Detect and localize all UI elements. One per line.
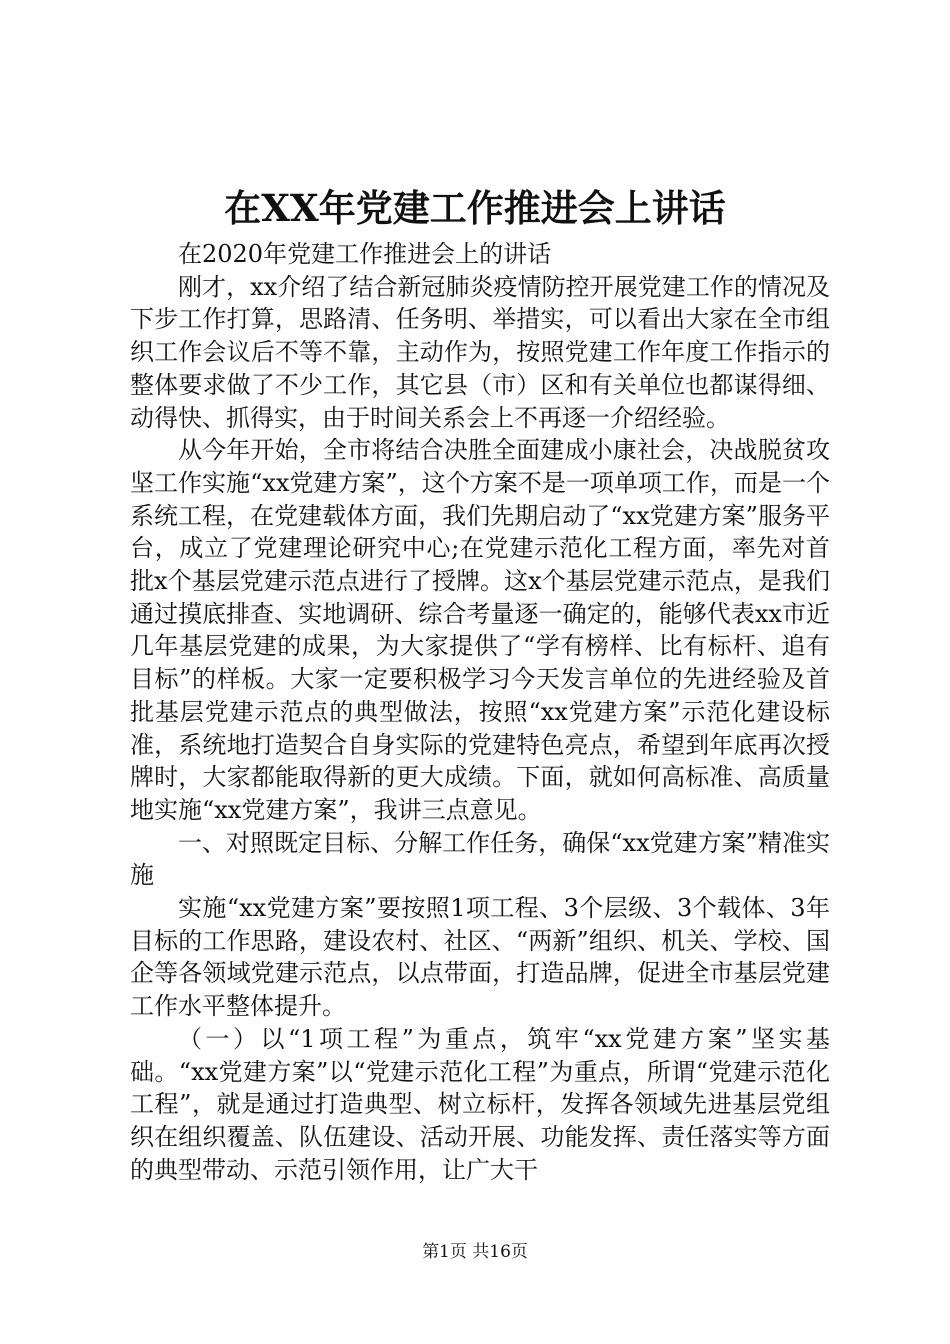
paragraph-subtitle: 在2020年党建工作推进会上的讲话 xyxy=(178,240,552,268)
paragraph-3: 实施“xx党建方案”要按照1项工程、3个层级、3个载体、3年目标的工作思路，建设农村、社区、“两新”组织、机关、学校、国企等各领域党建示范点，以点带面，打造品牌，促进全市基层党建工作水平整体提升。 xyxy=(130,894,830,1021)
paragraph-4: （一）以“1项工程”为重点，筑牢“xx党建方案”坚实基础。“xx党建方案”以“党建示范化工程”为重点，所谓“党建示范化工程”，就是通过打造典型、树立标杆，发挥各领域先进基层党组织在组织覆盖、队伍建设、活动开展、功能发挥、责任落实等方面的典型带动、示范引领作用，让广大干 xyxy=(130,1024,830,1184)
paragraph-2: 从今年开始，全市将结合决胜全面建成小康社会，决战脱贫攻坚工作实施“xx党建方案”，这个方案不是一项单项工作，而是一个系统工程，在党建载体方面，我们先期启动了“xx党建方案”服务平台，成立了党建理论研究中心;在党建示范化工程方面，率先对首批x个基层党建示范点进行了授牌。这x个基层党建示范点，是我们通过摸底排查、实地调研、综合考量逐一确定的，能够代表xx市近几年基层党建的成果，为大家提供了“学有榜样、比有标杆、追有目标”的样板。大家一定要积极学习今天发言单位的先进经验及首批基层党建示范点的典型做法，按照“xx党建方案”示范化建设标准，系统地打造契合自身实际的党建特色亮点，希望到年底再次授牌时，大家都能取得新的更大成绩。下面，就如何高标准、高质量地实施“xx党建方案”，我讲三点意见。 xyxy=(130,436,830,824)
document-body xyxy=(130,238,830,1186)
paragraph-heading-1: 一、对照既定目标、分解工作任务，确保“xx党建方案”精准实施 xyxy=(130,828,830,890)
paragraph-1: 刚才，xx介绍了结合新冠肺炎疫情防控开展党建工作的情况及下步工作打算，思路清、任务明、举措实，可以看出大家在全市组织工作会议后不等不靠，主动作为，按照党建工作年度工作指示的整体要求做了不少工作，其它县（市）区和有关单位也都谋得细、动得快、抓得实，由于时间关系会上不再逐一介绍经验。 xyxy=(130,272,830,432)
page-number-footer: 第1页 共16页 xyxy=(422,1242,528,1262)
document-title: 在XX年党建工作推进会上讲话 xyxy=(224,186,726,230)
